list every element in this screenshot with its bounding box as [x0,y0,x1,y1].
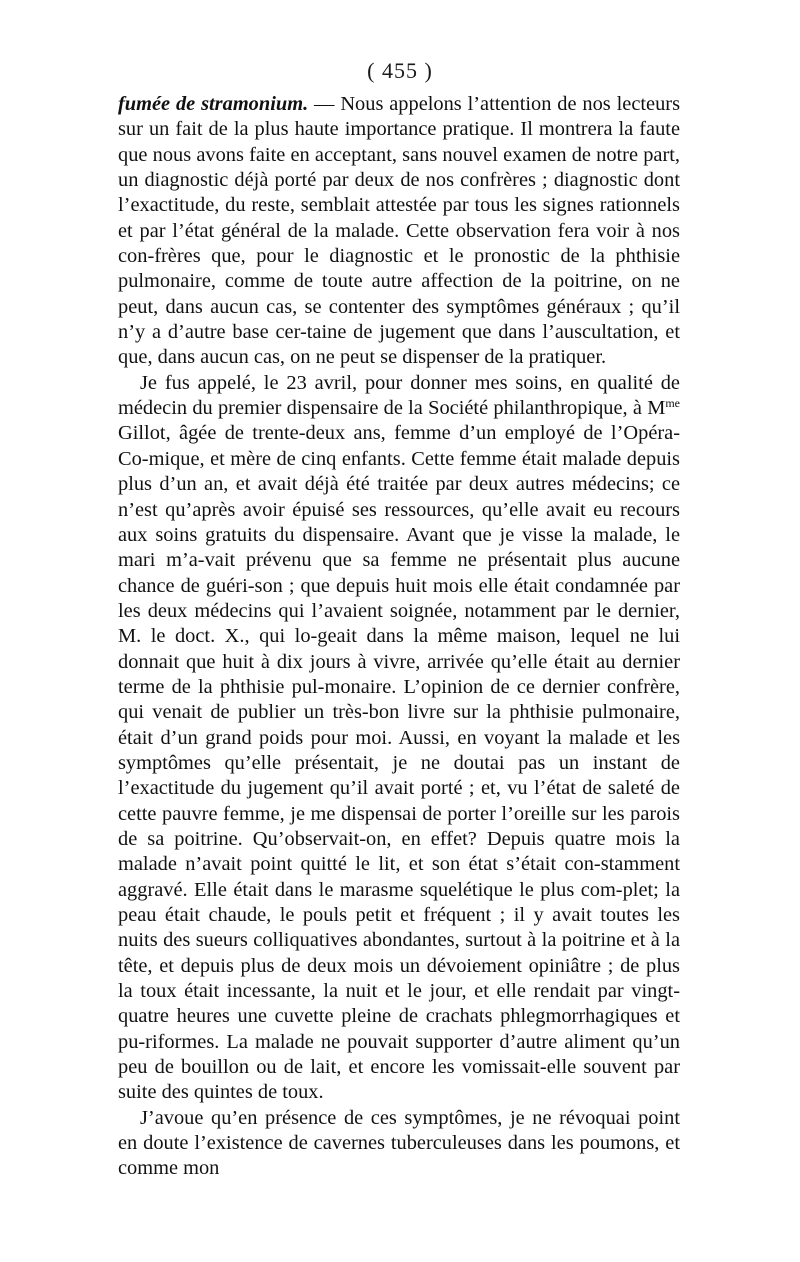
body-text [118,92,680,1182]
paragraph-text: Gillot, âgée de trente-deux ans, femme d’un employé de l’Opéra-Co-mique, et mère de cinq enfants. Cette femme était malade depuis plus d’un an, et avait déjà été traitée par deux autres médecins; ce n’est qu’après avoir épuisé ses ressources, qu’elle avait eu recours aux soins gratuits du dispensaire. Avant que je visse la malade, le mari m’a-vait prévenu que sa femme ne présentait plus aucune chance de guéri-son ; que depuis huit mois elle était condamnée par les deux médecins qui l’avaient soignée, notamment par le dernier, M. le doct. X., qui lo-geait dans la même maison, lequel ne lui donnait que huit à dix jours à vivre, arrivée qu’elle était au dernier terme de la phthisie pul-monaire. L’opinion de ce dernier confrère, qui venait de publier un très-bon livre sur la phthisie pulmonaire, était d’un grand poids pour moi. Aussi, en voyant la malade et les symptômes qu’elle présentait, je ne doutai pas un instant de l’exactitude du jugement qu’il avait porté ; et, vu l’état de saleté de cette pauvre femme, je me dispensai de porter l’oreille sur les parois de sa poitrine. Qu’observait-on, en effet? Depuis quatre mois la malade n’avait point quitté le lit, et son état s’était con-stamment aggravé. Elle était dans le marasme squelétique le plus com-plet; la peau était chaude, le pouls petit et fréquent ; il y avait toutes les nuits des sueurs colliquatives abondantes, surtout à la poitrine et à la tête, et depuis plus de deux mois un dévoiement opiniâtre ; de plus la toux était incessante, la nuit et le jour, et elle rendait par vingt-quatre heures une cuvette pleine de crachats phlegmorrhagiques et pu-riformes. La malade ne pouvait supporter d’autre aliment qu’un peu de bouillon ou de lait, et encore les vomissait-elle souvent par suite des quintes de toux. [118,422,680,1104]
paragraph-text: Je fus appelé, le 23 avril, pour donner mes soins, en qualité de médecin du premier dispensaire de la Société philanthropique, à M [118,371,680,420]
paragraph-2 [118,371,680,1106]
italic-lead: fumée de stramonium. [118,93,309,115]
paragraph-3 [118,1106,680,1182]
page-number: ( 455 ) [367,58,433,83]
paragraph-1 [118,92,680,371]
paragraph-text: — Nous appelons l’attention de nos lecteurs sur un fait de la plus haute importance pratique. Il montrera la faute que nous avons faite en acceptant, sans nouvel examen de notre part, un diagnostic déjà porté par deux de nos confrères ; diagnostic dont l’exactitude, du reste, semblait attestée par tous les signes rationnels et par l’état général de la malade. Cette observation fera voir à nos con-frères que, pour le diagnostic et le pronostic de la phthisie pulmonaire, comme de toute autre affection de la poitrine, on ne peut, dans aucun cas, se contenter des symptômes généraux ; qu’il n’y a d’autre base cer-taine de jugement que dans l’auscultation, et que, dans aucun cas, on ne peut se dispenser de la pratiquer. [118,93,681,369]
paragraph-text: J’avoue qu’en présence de ces symptômes, je ne révoquai point en doute l’existence de cavernes tuberculeuses dans les poumons, et comme mon [118,1106,680,1180]
superscript: me [665,396,680,411]
